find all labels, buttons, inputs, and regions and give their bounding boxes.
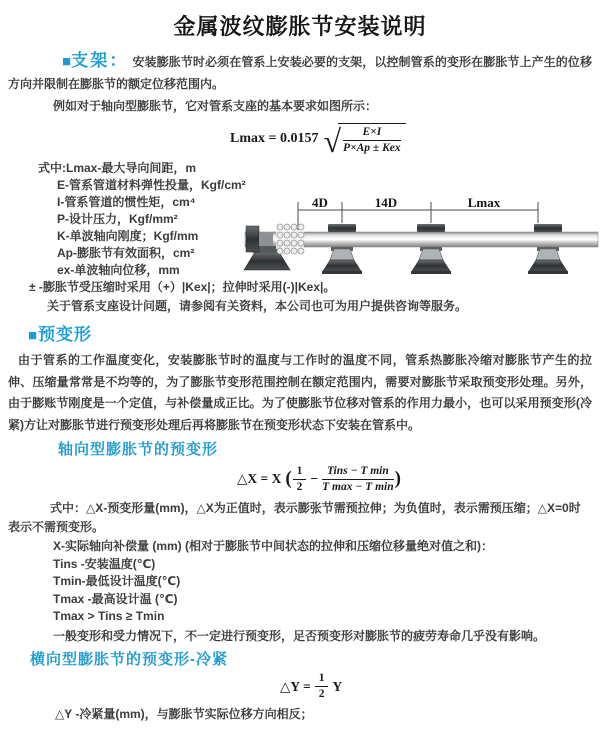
sqrt-expression bbox=[323, 123, 405, 159]
guide-support bbox=[528, 224, 568, 274]
formula-lateral-rhs: Y bbox=[332, 678, 343, 694]
guide-support bbox=[322, 224, 362, 274]
definition-line: X-实际轴向补偿量 (mm) (相对于膨胀节中间状态的拉伸和压缩位移量绝对值之和)： bbox=[53, 539, 493, 553]
formula-lateral-lhs: △Y = bbox=[280, 678, 311, 694]
definition-line: Tmax -最高设计温 (℃) bbox=[53, 591, 178, 606]
bellows bbox=[276, 224, 304, 254]
definition-line: Tmax > Tins ≥ Tmin bbox=[53, 609, 165, 624]
formula-lmax-fraction bbox=[343, 126, 401, 155]
definition-line: 式中:Lmax-最大导向间距，m bbox=[38, 161, 197, 175]
definition-line: ± -膨胀节受压缩时采用（+）|Kex|；拉伸时采用(-)|Kex|。 bbox=[29, 280, 336, 294]
definition-line: Tins -安装温度(℃) bbox=[53, 556, 156, 571]
temperature-fraction bbox=[322, 465, 394, 494]
formula-lmax-lhs: Lmax = 0.0157 bbox=[230, 131, 319, 146]
axial-formula-explanation: 式中：△X-预变形量(mm)，△X为正值时，表示膨张节需预拉伸；为负值时，表示需预压缩；△X=0时表示不需预变形。 bbox=[8, 501, 581, 534]
predeform-body-paragraph: 由于管系的工作温度变化，安装膨胀节时的温度与工作时的温度不同，管系热膨胀冷缩对膨胀节产生的拉伸、压缩量常常是不均等的，为了膨胀节变形范围控制在额定范围内，需要对膨胀节采取预变形处理。另外，由于膨账节刚度是一个定值，与补偿量成正比。为了使膨胀节位移对管系的作用力最小，也可以采用预变形(冷紧)方让对膨胀节进行预变形处理后再将膨胀节在预变形状态下安装在管系中。 bbox=[8, 353, 592, 432]
definition-line: ex-单波轴向位移，mm bbox=[57, 263, 180, 277]
formula-axial-lhs: △X = X bbox=[237, 471, 282, 486]
support-section-heading: 支架： bbox=[71, 51, 129, 70]
predeform-section-heading bbox=[28, 323, 600, 347]
minus-sign: − bbox=[310, 471, 319, 486]
fraction-numerator: E×I bbox=[343, 126, 401, 141]
page-title: 金属波纹膨胀节安装说明 bbox=[173, 14, 427, 39]
fraction-numerator: Tins − T min bbox=[322, 465, 394, 480]
support-example-line: 例如对于轴向型膨胀节，它对管系支座的基本要求如图所示： bbox=[53, 99, 378, 113]
half-fraction bbox=[293, 465, 307, 494]
support-note: 关于管系支座设计问题，请参阅有关资料，本公司也可为用户提供咨询等服务。 bbox=[47, 299, 468, 313]
axial-note: 一般变形和受力情况下，不一定进行预变形，足否预变形对膨胀节的疲劳寿命几乎没有影响。 bbox=[53, 628, 546, 643]
dim-label-4d: 4D bbox=[312, 196, 328, 210]
section-square-icon: ■ bbox=[62, 53, 72, 70]
pipe-support-diagram bbox=[243, 196, 600, 291]
fraction-denominator: P×Ap ± Kex bbox=[343, 142, 401, 154]
guide-support bbox=[411, 224, 451, 274]
section-square-icon: ■ bbox=[28, 327, 39, 344]
support-intro-paragraph bbox=[8, 50, 592, 95]
support-intro-text: 安装膨胀节时必须在管系上安装必要的支架，以控制管系的变形在膨胀节上产生的位移方向并限制在膨胀节的额定位移范围内。 bbox=[8, 55, 592, 91]
definition-line: Ap-膨胀节有效面积，cm² bbox=[57, 246, 195, 260]
half-fraction bbox=[315, 672, 329, 701]
predeform-heading-text: 预变形 bbox=[38, 325, 93, 344]
definition-line: K-单波轴向刚度；Kgf/mm bbox=[57, 229, 199, 243]
fraction-denominator: 2 bbox=[296, 480, 303, 493]
radical-icon: √ bbox=[323, 123, 342, 159]
open-paren: ( bbox=[285, 468, 292, 489]
definition-line: E-管系管道材料弹性投量，Kgf/cm² bbox=[57, 178, 246, 192]
definition-line: Tmin-最低设计温度(℃) bbox=[53, 574, 181, 589]
fraction-numerator: 1 bbox=[315, 672, 329, 687]
fraction-denominator: 2 bbox=[318, 688, 325, 701]
dim-label-lmax: Lmax bbox=[467, 196, 501, 210]
lateral-subheading: 横向型膨胀节的预变形-冷紧 bbox=[30, 650, 228, 668]
formula-lmax bbox=[230, 123, 600, 159]
axial-definitions-list bbox=[53, 538, 592, 626]
fraction-numerator: 1 bbox=[293, 465, 307, 480]
definition-line: I-管系管道的惯性矩，cm⁴ bbox=[57, 195, 196, 209]
dim-label-14d: 14D bbox=[374, 196, 398, 210]
lateral-definition-line: △Y -冷紧量(mm)，与膨胀节实际位移方向相反； bbox=[55, 706, 313, 721]
axial-subheading: 轴向型膨胀节的预变形 bbox=[58, 441, 219, 458]
fraction-denominator: T max − T min bbox=[322, 480, 394, 493]
close-paren: ) bbox=[394, 468, 401, 489]
definition-line: P-设计压力，Kgf/mm² bbox=[57, 212, 178, 226]
formula-lateral bbox=[280, 674, 600, 700]
formula-axial bbox=[237, 464, 600, 494]
